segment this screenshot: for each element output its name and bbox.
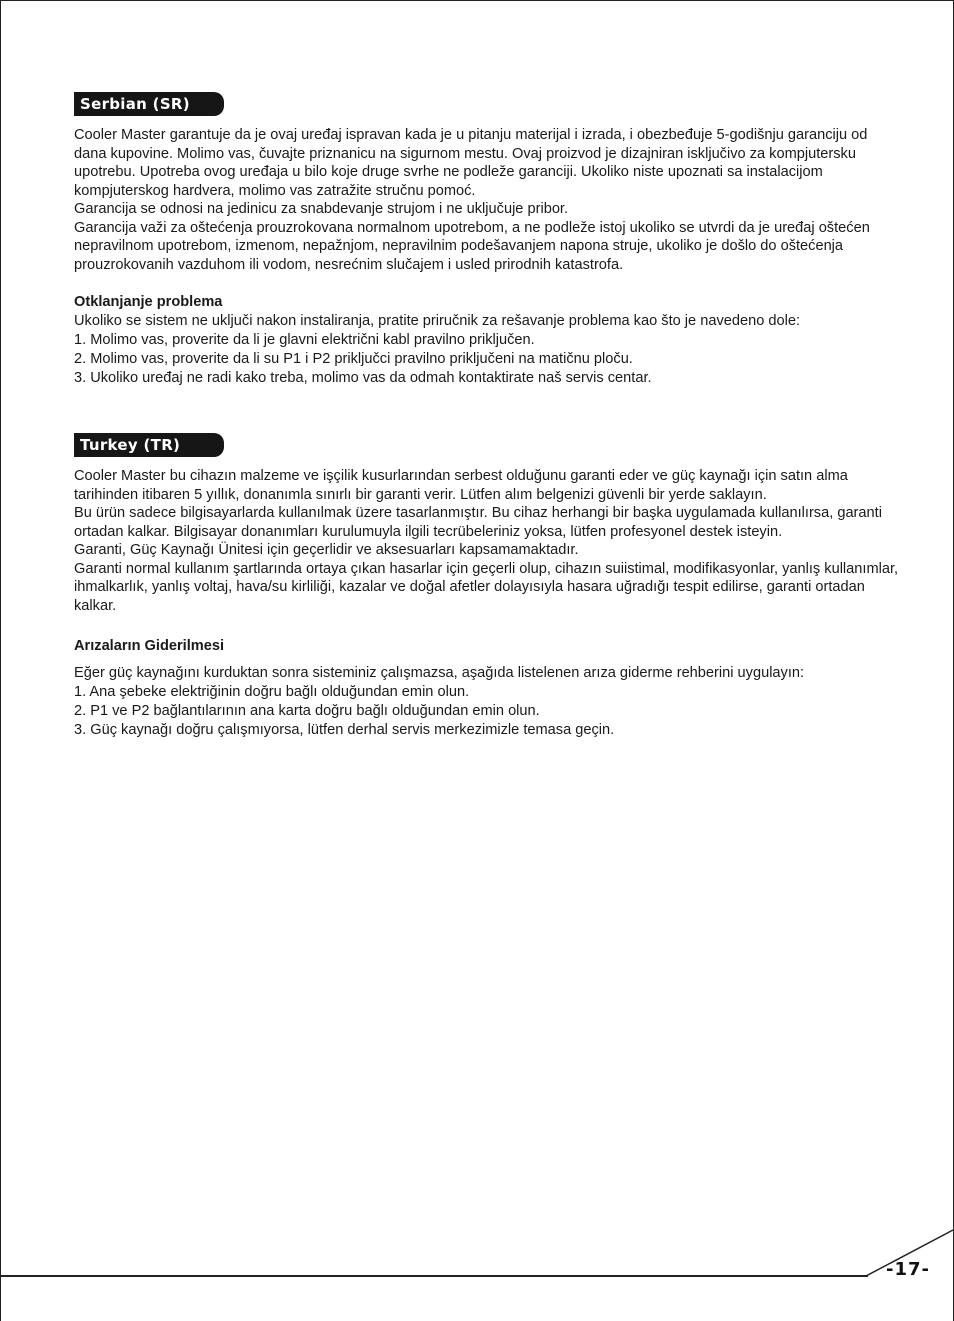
list-item: 1. Ana şebeke elektriğinin doğru bağlı olduğundan emin olun.: [74, 683, 470, 700]
turkish-damage-paragraph: Garanti normal kullanım şartlarında ortaya çıkan hasarlar için geçerli olup, cihazın suiistimal, modifikasyonlar, yanlış kullanımlar, ihmalkarlık, yanlış voltaj, hava/su kirliliği, kazalar ve doğal afetler dolayısıyla hasara uğradığı tespit edilirse, garanti ortadan kalkar.: [74, 560, 899, 614]
serbian-troubleshooting-heading: Otklanjanje problema: [74, 294, 223, 310]
list-item: 3. Güç kaynağı doğru çalışmıyorsa, lütfen derhal servis merkezimizle temasa geçin.: [74, 722, 615, 739]
list-item: 2. Molimo vas, proverite da li su P1 i P2 priključci pravilno priključeni na matičnu ploču.: [74, 351, 633, 368]
serbian-troubleshooting-intro: Ukoliko se sistem ne uključi nakon instaliranja, pratite priručnik za rešavanje problema kao što je navedeno dole:: [74, 312, 801, 329]
section-badge-turkish: Turkey (TR): [74, 433, 224, 457]
turkish-warranty-paragraph: Cooler Master bu cihazın malzeme ve işçilik kusurlarından serbest olduğunu garanti eder ve güç kaynağı için satın alma tarihinden itibaren 5 yıllık, donanımla sınırlı bir garanti verir. Lütfen alım belgenizi güvenli bir yerde saklayın.: [74, 468, 848, 503]
list-item: 2. P1 ve P2 bağlantılarının ana karta doğru bağlı olduğundan emin olun.: [74, 703, 540, 720]
turkish-troubleshooting-intro: Eğer güç kaynağını kurduktan sonra sisteminiz çalışmazsa, aşağıda listelenen arıza giderme rehberini uygulayın:: [74, 664, 805, 681]
page-number: -17-: [886, 1259, 930, 1280]
section-badge-serbian: Serbian (SR): [74, 92, 224, 116]
list-item: 3. Ukoliko uređaj ne radi kako treba, molimo vas da odmah kontaktirate naš servis centar.: [74, 370, 652, 387]
list-item: 1. Molimo vas, proverite da li je glavni električni kabl pravilno priključen.: [74, 331, 535, 348]
turkish-usage-paragraph: Bu ürün sadece bilgisayarlarda kullanılmak üzere tasarlanmıştır. Bu cihaz herhangi bir başka uygulamada kullanılırsa, garanti ortadan kalkar. Bilgisayar donanımları kurulumuyla ilgili tecrübeleriniz yoksa, lütfen profesyonel destek isteyin.: [74, 505, 882, 540]
serbian-damage-paragraph: Garancija važi za oštećenja prouzrokovana normalnom upotrebom, a ne podleže istoj ukoliko se utvrdi da je uređaj oštećen nepravilnom upotrebom, izmenom, nepažnjom, nepravilnim podešavanjem napona struje, ukoliko je došlo do oštećenja prouzrokovanih vazduhom ili vodom, nesrećnim slučajem i usled prirodnih katastrofa.: [74, 219, 870, 273]
serbian-scope-paragraph: Garancija se odnosi na jedinicu za snabdevanje strujom i ne uključuje pribor.: [74, 201, 569, 217]
turkish-troubleshooting-heading: Arızaların Giderilmesi: [74, 638, 225, 654]
turkish-scope-paragraph: Garanti, Güç Kaynağı Ünitesi için geçerlidir ve aksesuarları kapsamamaktadır.: [74, 542, 579, 558]
serbian-warranty-paragraph: Cooler Master garantuje da je ovaj uređaj ispravan kada je u pitanju materijal i izrada, i obezbeđuje 5-godišnju garanciju od dana kupovine. Molimo vas, čuvajte priznanicu na sigurnom mestu. Ovaj proizvod je dizajniran isključivo za kompjutersku upotrebu. Upotreba ovog uređaja u bilo koje druge svrhe ne podleže garanciji. Ukoliko niste upoznati sa instalacijom kompjuterskog hardvera, molimo vas zatražite stručnu pomoć.: [74, 127, 868, 199]
